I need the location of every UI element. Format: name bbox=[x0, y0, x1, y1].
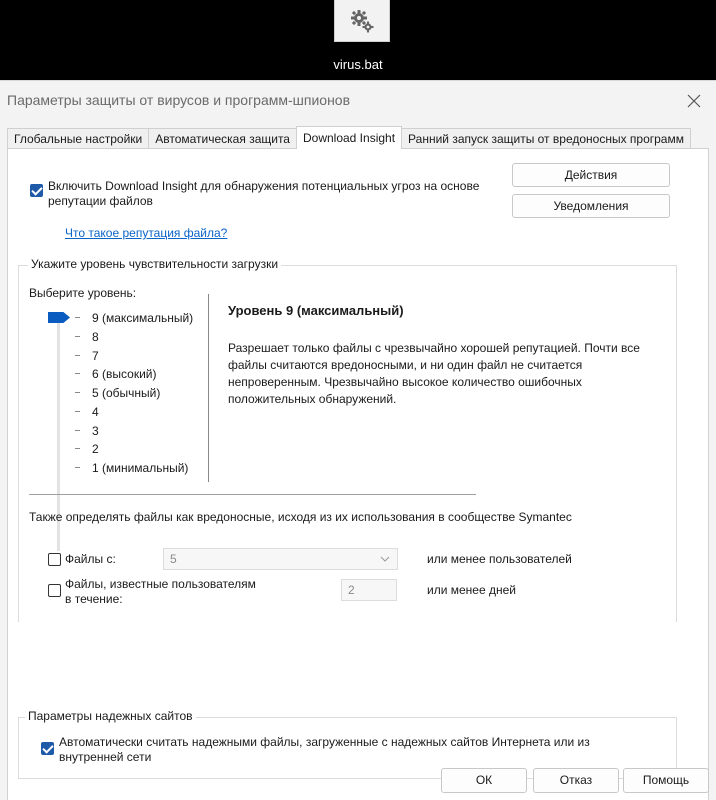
known-days-suffix: или менее дней bbox=[427, 583, 516, 597]
trust-sites-label-line1: Автоматически считать надежными файлы, загруженные с надежных сайтов Интернета или из bbox=[59, 735, 590, 749]
level-label-1: 1 (минимальный) bbox=[92, 461, 189, 475]
settings-dialog bbox=[0, 80, 716, 800]
files-with-value: 5 bbox=[170, 552, 177, 566]
help-button[interactable]: Помощь bbox=[623, 768, 709, 793]
title-bar bbox=[0, 81, 716, 121]
slider-tick bbox=[75, 448, 80, 449]
notifications-button[interactable]: Уведомления bbox=[512, 194, 670, 218]
tab-download-insight[interactable]: Download Insight bbox=[296, 126, 402, 149]
level-label-6: 6 (высокий) bbox=[92, 367, 157, 381]
level-label-9: 9 (максимальный) bbox=[92, 311, 194, 325]
trust-sites-label bbox=[59, 735, 659, 765]
community-heading: Также определять файлы как вредоносные, исходя из их использования в сообществе Symantec bbox=[29, 510, 572, 524]
slider-tick bbox=[75, 467, 80, 468]
gears-icon bbox=[349, 8, 375, 34]
tab-global-settings[interactable]: Глобальные настройки bbox=[7, 128, 149, 149]
trust-sites-label-line2: внутренней сети bbox=[59, 750, 152, 764]
files-with-select[interactable] bbox=[163, 548, 398, 570]
slider-tick bbox=[75, 336, 80, 337]
chevron-down-icon bbox=[380, 556, 390, 562]
trusted-sites-group-title: Параметры надежных сайтов bbox=[25, 709, 196, 723]
sensitivity-group-title: Укажите уровень чувствительности загрузки bbox=[28, 257, 281, 271]
files-with-label: Файлы с: bbox=[65, 552, 116, 566]
level-label-8: 8 bbox=[92, 330, 99, 344]
description-line: файлы считаются вредоносными, и ни один файл не считается bbox=[228, 358, 583, 372]
actions-button[interactable]: Действия bbox=[512, 163, 670, 187]
close-icon bbox=[687, 94, 701, 108]
description-line: Разрешает только файлы с чрезвычайно хорошей репутацией. Почти все bbox=[228, 341, 640, 355]
enable-download-insight-checkbox[interactable] bbox=[30, 184, 43, 197]
tab-panel bbox=[7, 148, 709, 800]
slider-tick bbox=[75, 355, 80, 356]
cancel-button[interactable]: Отказ bbox=[533, 768, 619, 793]
trust-sites-checkbox[interactable] bbox=[41, 742, 54, 755]
slider-tick bbox=[75, 430, 80, 431]
tab-auto-protect[interactable]: Автоматическая защита bbox=[148, 128, 297, 149]
description-line: положительных обнаружений. bbox=[228, 392, 397, 406]
choose-level-label: Выберите уровень: bbox=[29, 286, 137, 300]
slider-tick bbox=[75, 373, 80, 374]
reputation-help-link[interactable]: Что такое репутация файла? bbox=[65, 226, 228, 240]
tab-strip bbox=[7, 127, 690, 149]
description-line: непроверенным. Чрезвычайно высокое количество ошибочных bbox=[228, 375, 582, 389]
slider-tick bbox=[75, 317, 80, 318]
files-with-checkbox[interactable] bbox=[48, 553, 61, 566]
enable-label-line2: репутации файлов bbox=[48, 194, 153, 208]
known-files-label-line2: в течение: bbox=[65, 592, 123, 606]
level-label-5: 5 (обычный) bbox=[92, 386, 161, 400]
level-label-7: 7 bbox=[92, 349, 99, 363]
files-with-suffix: или менее пользователей bbox=[427, 552, 572, 566]
known-days-input[interactable]: 2 bbox=[341, 579, 397, 601]
level-description bbox=[228, 340, 668, 408]
community-divider bbox=[29, 494, 476, 495]
level-label-4: 4 bbox=[92, 405, 99, 419]
slider-tick bbox=[75, 392, 80, 393]
level-description-title: Уровень 9 (максимальный) bbox=[228, 303, 404, 318]
desktop-file-label: virus.bat bbox=[333, 57, 383, 72]
level-label-3: 3 bbox=[92, 424, 99, 438]
desktop-file-icon[interactable] bbox=[334, 0, 390, 42]
tab-early-launch[interactable]: Ранний запуск защиты от вредоносных программ bbox=[401, 128, 691, 149]
enable-label-line1: Включить Download Insight для обнаружения потенциальных угроз на основе bbox=[48, 179, 480, 193]
close-button[interactable] bbox=[680, 87, 708, 115]
known-files-label-line1: Файлы, известные пользователям bbox=[65, 577, 256, 591]
enable-download-insight-label bbox=[48, 179, 508, 209]
level-label-2: 2 bbox=[92, 442, 99, 456]
level-divider bbox=[208, 294, 209, 482]
known-files-checkbox[interactable] bbox=[48, 584, 61, 597]
slider-tick bbox=[75, 411, 80, 412]
ok-button[interactable]: ОК bbox=[441, 768, 527, 793]
dialog-title: Параметры защиты от вирусов и программ-шпионов bbox=[7, 92, 351, 108]
known-files-label bbox=[65, 577, 256, 607]
